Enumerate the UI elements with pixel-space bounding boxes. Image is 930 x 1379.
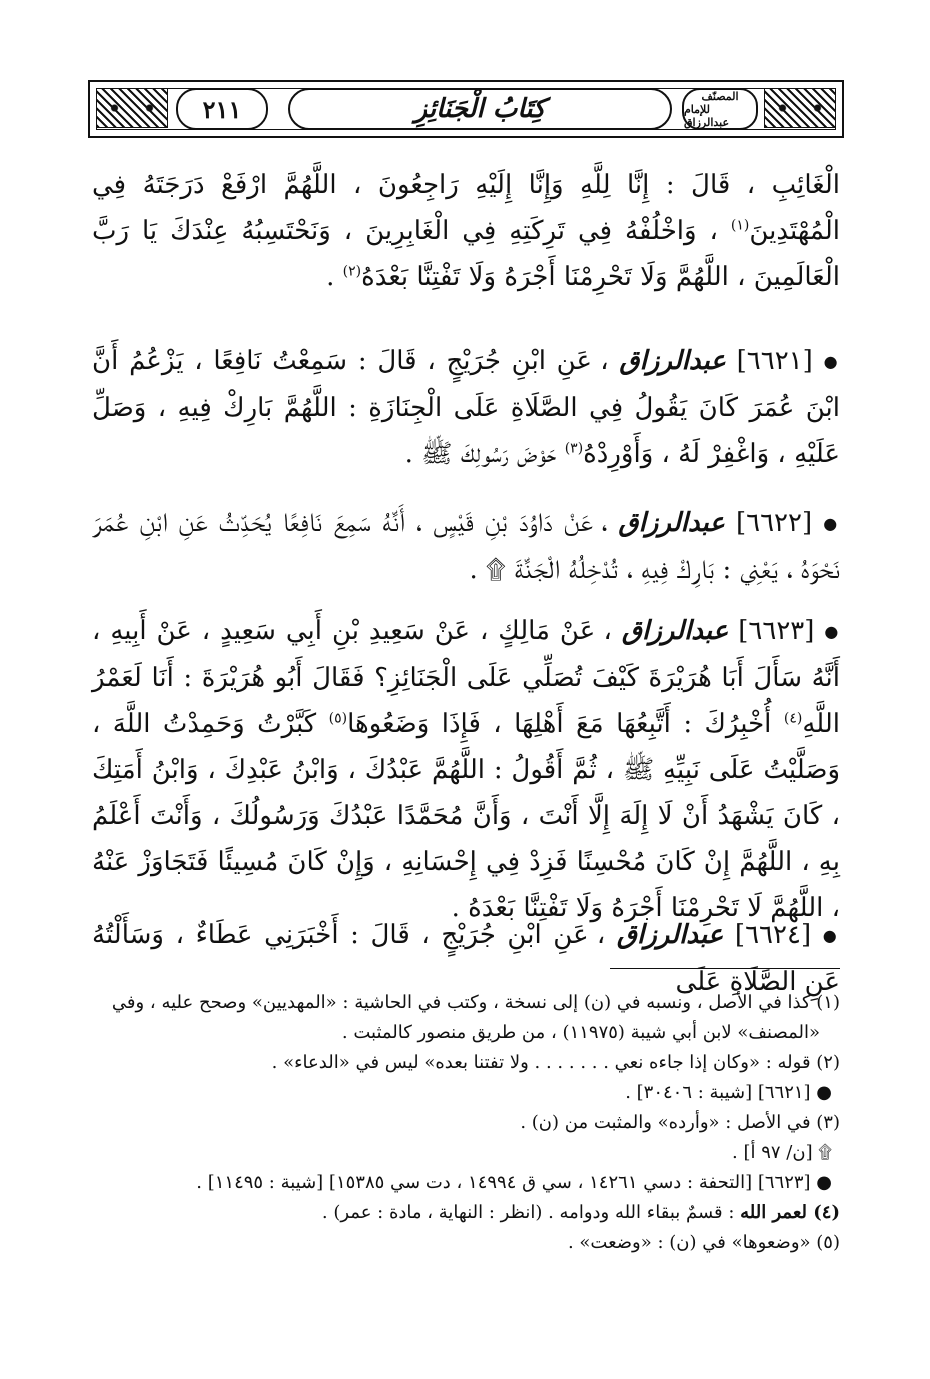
paragraph-continuation — [92, 162, 840, 300]
para1-text-c: . — [326, 262, 335, 292]
hadith-6621-para — [92, 338, 840, 477]
source-ref-6621: ● [٦٦٢١] [شيبة : ٣٠٤٠٦] . — [625, 1082, 832, 1103]
footnotes — [100, 988, 840, 1258]
hadith-number: [٦٦٢١] — [736, 346, 813, 376]
folio-marker: ۩ [ن/ ٩٧ أ] . — [732, 1142, 832, 1163]
author-name: عبدالرزاق — [616, 920, 724, 950]
author-name: عبدالرزاق — [618, 508, 725, 538]
footnote-2: (٢) قوله : «وكان إذا جاءه نعي . . . . . . . ولا تفتنا بعده» ليس في «الدعاء» . — [271, 1052, 840, 1073]
page-number: ٢١١ — [176, 88, 268, 130]
footnote-ref-3[interactable]: (٣) — [564, 440, 584, 457]
hadith-6621 — [92, 338, 840, 477]
hadith-number: [٦٦٢٣] — [738, 616, 815, 646]
footnote-5: (٥) «وضعوها» في (ن) : «وضعت» . — [567, 1232, 840, 1253]
author-name: عبدالرزاق — [619, 346, 726, 376]
hadith-6623 — [92, 608, 840, 931]
footnote-ref-4[interactable]: (٤) — [783, 710, 803, 727]
hadith-text-a: ، عَنِ ابْنِ جُرَيْجٍ ، قَالَ : سَمِعْتُ نَافِعًا ، يَزْعُمُ أَنَّ ابْنَ عُمَرَ كَانَ يَقُولُ فِي الصَّلَاةِ عَلَى الْجِنَازَةِ : اللَّهُمَّ بَارِكْ فِيهِ ، وَصَلِّ عَلَيْهِ ، وَاغْفِرْ لَهُ ، وَأَوْرِدْهُ — [92, 346, 840, 469]
hadith-text-b: أُخْبِرُكَ : أَتَّبِعُهَا مَعَ أَهْلِهَا ، فَإِذَا وَضَعُوهَا — [347, 709, 772, 739]
bullet-icon: ● — [822, 926, 841, 945]
logo-line-2: للإمام عبدالرزاق — [684, 102, 730, 129]
hadith-number: [٦٦٢٢] — [735, 508, 813, 538]
footnote-4 — [100, 1198, 840, 1228]
hadith-6623-para — [92, 608, 840, 931]
footnote-ref-2[interactable]: (٢) — [342, 263, 362, 280]
bullet-icon: ● — [823, 514, 841, 533]
ornament-left-icon — [96, 88, 168, 128]
para1-text-b: ، وَاخْلُفْهُ فِي تَرِكَتِهِ فِي الْغَابِرِينَ ، وَنَحْتَسِبُهُ عِنْدَكَ يَا رَبَّ الْعَالَمِينَ ، اللَّهُمَّ وَلَا تَحْرِمْنَا أَجْرَهُ وَلَا تَفْتِنَّا بَعْدَهُ — [92, 216, 840, 292]
chapter-title: كِتَابُ الْجَنَائِزِ — [288, 88, 672, 130]
source-ref-6623: ● [٦٦٢٣] [التحفة : دسي ١٤٢٦١ ، سي ق ١٤٩٩٤ ، دت سي ١٥٣٨٥] [شيبة : ١١٤٩٥] . — [196, 1172, 832, 1193]
bullet-icon: ● — [824, 622, 841, 641]
author-name: عبدالرزاق — [621, 616, 729, 646]
ornament-right-icon — [764, 88, 836, 128]
hadith-text-c: كَبَّرْتُ وَحَمِدْتُ اللَّهَ ، وَصَلَّيْتُ عَلَى نَبِيِّهِ ﷺ ، ثُمَّ أَقُولُ : اللَّهُمَّ عَبْدُكَ ، وَابْنُ عَبْدِكَ ، وَابْنُ أَمَتِكَ ، كَانَ يَشْهَدُ أَنْ لَا إِلَهَ إِلَّا أَنْتَ ، وَأَنَّ مُحَمَّدًا عَبْدُكَ وَرَسُولُكَ ، وَأَنْتَ أَعْلَمُ بِهِ ، اللَّهُمَّ إِنْ كَانَ مُحْسِنًا فَزِدْ فِي إِحْسَانِهِ ، وَإِنْ كَانَ مُسِيئًا فَتَجَاوَزْ عَنْهُ ، اللَّهُمَّ لَا تَحْرِمْنَا أَجْرَهُ وَلَا تَفْتِنَّا بَعْدَهُ . — [92, 709, 840, 923]
footnote-4-text: : قسمٌ ببقاء الله ودوامه . (انظر : النهاية ، مادة : عمر) . — [321, 1202, 735, 1223]
book-logo — [682, 88, 758, 130]
footnote-ref-5[interactable]: (٥) — [328, 710, 348, 727]
page-header — [88, 80, 844, 138]
hadith-text: ، عَنْ دَاوُدَ بْنِ قَيْسٍ ، أَنَّهُ سَمِعَ نَافِعًا يُحَدِّثُ عَنِ ابْنِ عُمَرَ نَحْوَهُ ، يَعْنِي : بَارِكْ فِيهِ ، تُدْخِلُهُ الْجَنَّةَ ۩ . — [92, 508, 840, 585]
bullet-icon: ● — [823, 352, 841, 371]
hadith-text-a: ، عَنْ مَالِكٍ ، عَنْ سَعِيدِ بْنِ أَبِي سَعِيدٍ ، عَنْ أَبِيهِ ، أَنَّهُ سَأَلَ أَبَا هُرَيْرَةَ كَيْفَ تُصَلِّي عَلَى الْجَنَائِزِ؟ فَقَالَ أَبُو هُرَيْرَةَ : أَنَا لَعَمْرُ اللَّهِ — [92, 616, 841, 739]
hadith-6622-para — [92, 500, 840, 593]
main-text — [92, 162, 840, 300]
footnote-3: (٣) في الأصل : «وأرده» والمثبت من (ن) . — [520, 1112, 840, 1133]
hadith-text-b: حَوْضَ رَسُولِكَ ﷺ . — [404, 439, 557, 469]
hadith-number: [٦٦٢٤] — [734, 920, 812, 950]
para1-text-a: الْغَائِبِ ، قَالَ : إِنَّا لِلَّهِ وَإِنَّا إِلَيْهِ رَاجِعُونَ ، اللَّهُمَّ ارْفَعْ دَرَجَتَهُ فِي الْمُهْتَدِينَ — [92, 170, 840, 246]
logo-line-1: المصنّف — [701, 89, 739, 103]
footnote-divider — [610, 968, 840, 969]
footnote-1: (١) كذا في الأصل ، ونسبه في (ن) إلى نسخة ، وكتب في الحاشية : «المهديين» وصحح عليه ، وفي «المصنف» لابن أبي شيبة (١١٩٧٥) ، من طريق منصور كالمثبت . — [111, 992, 840, 1043]
footnote-4-label: (٤) لعمر الله — [740, 1202, 840, 1223]
hadith-6622 — [92, 500, 840, 593]
footnote-ref-1[interactable]: (١) — [730, 217, 750, 234]
hadith-text: ، عَنِ ابْنِ جُرَيْجٍ ، قَالَ : أَخْبَرَنِي عَطَاءٌ ، وَسَأَلْتُهُ عَنِ الصَّلَاةِ عَلَى — [92, 920, 840, 997]
